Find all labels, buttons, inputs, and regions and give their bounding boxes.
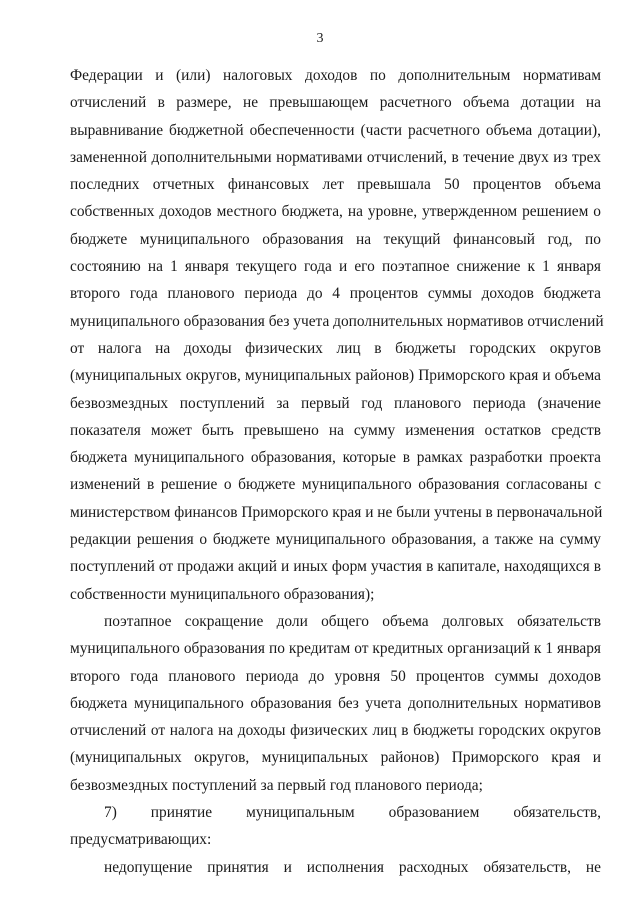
text-line: изменений в решение о бюджете муниципального образования согласованы с xyxy=(70,476,601,494)
text-line: безвозмездных поступлений за первый год планового периода (значение xyxy=(70,394,601,412)
text-line: предусматривающих: xyxy=(70,831,212,849)
text-line: отчислений от налога на доходы физических лиц в бюджеты городских округов xyxy=(70,722,601,740)
text-line: собственных доходов местного бюджета, на уровне, утвержденном решением о xyxy=(70,203,601,221)
text-line: бюджета муниципального образования без учета дополнительных нормативов xyxy=(70,694,601,712)
text-line: последних отчетных финансовых лет превышала 50 процентов объема xyxy=(70,176,601,194)
text-line: от налога на доходы физических лиц в бюджеты городских округов xyxy=(70,339,601,357)
text-line: (муниципальных округов, муниципальных районов) Приморского края и объема xyxy=(70,367,601,385)
text-line: бюджета муниципального образования, которые в рамках разработки проекта xyxy=(70,449,601,467)
text-line: замененной дополнительными нормативами отчислений, в течение двух из трех xyxy=(70,148,601,166)
page-number: 3 xyxy=(316,31,324,46)
text-line: бюджете муниципального образования на текущий финансовый год, по xyxy=(70,230,601,248)
text-line: отчислений в размере, не превышающем расчетного объема дотации на xyxy=(70,94,601,112)
text-line: показателя может быть превышено на сумму изменения остатков средств xyxy=(70,421,601,439)
text-line: второго года планового периода до 4 процентов суммы доходов бюджета xyxy=(70,285,601,303)
text-line: недопущение принятия и исполнения расходных обязательств, не xyxy=(104,858,601,876)
text-line: Федерации и (или) налоговых доходов по дополнительным нормативам xyxy=(70,67,601,84)
text-line: поступлений от продажи акций и иных форм участия в капитале, находящихся в xyxy=(70,558,601,576)
text-line: (муниципальных округов, муниципальных районов) Приморского края и xyxy=(70,749,601,767)
text-line: поэтапное сокращение доли общего объема долговых обязательств xyxy=(104,612,601,630)
text-line: муниципального образования без учета дополнительных нормативов отчислений xyxy=(70,312,604,330)
text-line: состоянию на 1 января текущего года и его поэтапное снижение к 1 января xyxy=(70,258,601,276)
text-line: выравнивание бюджетной обеспеченности (части расчетного объема дотации), xyxy=(70,121,601,139)
text-line: собственности муниципального образования); xyxy=(70,585,375,603)
text-line: редакции решения о бюджете муниципального образования, а также на сумму xyxy=(70,531,601,549)
text-line: второго года планового периода до уровня 50 процентов суммы доходов xyxy=(70,667,601,685)
text-line: муниципального образования по кредитам от кредитных организаций к 1 января xyxy=(70,640,601,658)
text-line: 7) принятие муниципальным образованием обязательств, xyxy=(104,804,601,822)
document-body xyxy=(70,62,604,881)
text-line: безвозмездных поступлений за первый год планового периода; xyxy=(70,776,483,794)
text-line: министерством финансов Приморского края и не были учтены в первоначальной xyxy=(70,503,603,521)
